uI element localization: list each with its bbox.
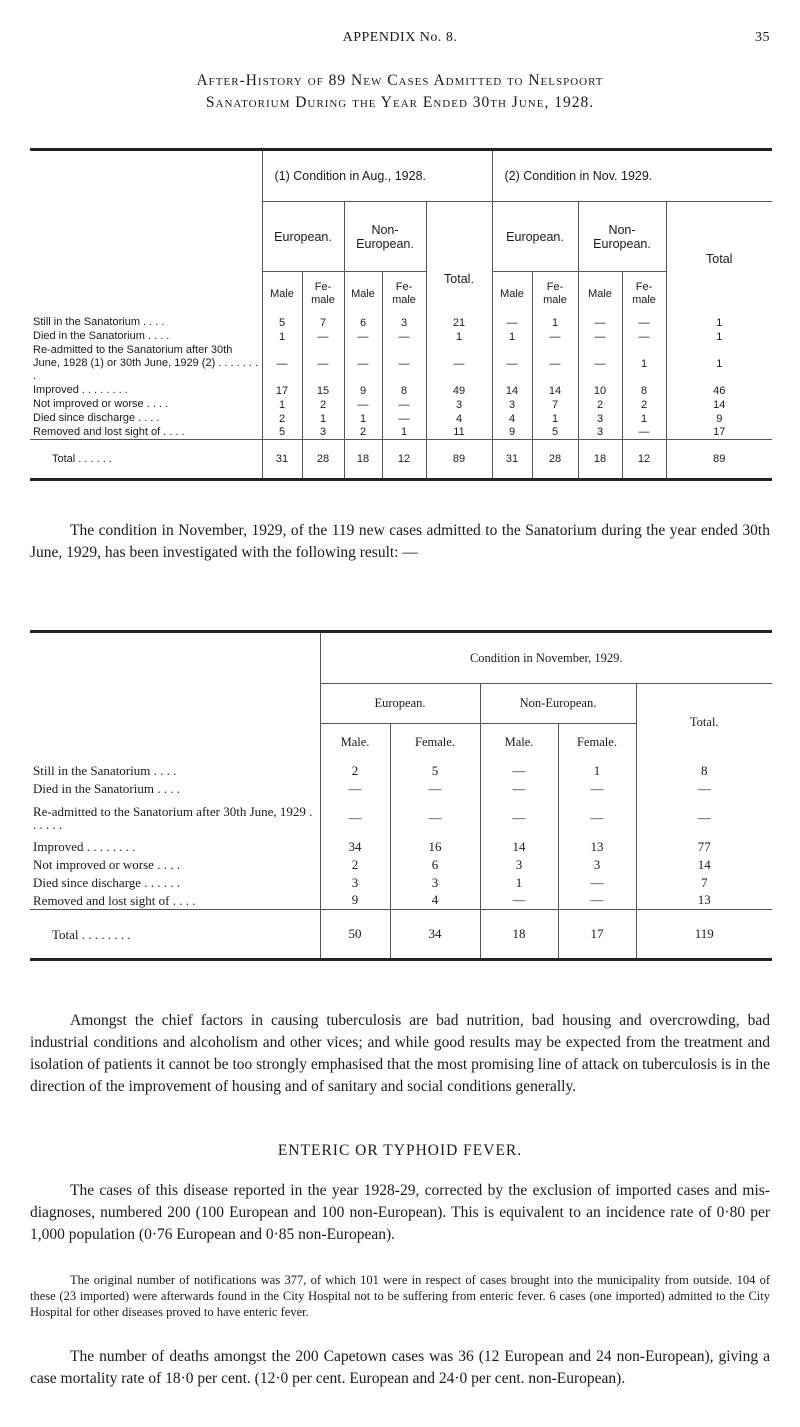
table-cell: — [382,412,426,426]
table-cell: — [558,780,636,798]
row-label: Died since discharge . . . . [33,412,160,424]
col-european-1: European. [262,202,344,272]
table-cell: 1 [532,412,578,426]
row-label: Re-admitted to the Sanatorium after 30th June, 1929 . . . . . . [33,803,313,832]
table-cell: 89 [666,440,772,480]
table1-body [30,316,772,480]
table-cell: 1 [492,330,532,344]
table-cell: 4 [492,412,532,426]
table-cell: 14 [666,398,772,412]
table-cell: 4 [390,892,480,910]
table-cell: 14 [480,838,558,856]
table-cell: — [344,398,382,412]
table-cell: 3 [302,426,344,440]
table-cell: 1 [666,316,772,330]
t2-col-female: Female. [558,724,636,762]
table-row [30,316,772,330]
after-history-table [30,148,772,481]
stub-header [30,150,262,202]
row-label: Still in the Sanatorium . . . . [33,316,165,328]
table-cell: 5 [262,426,302,440]
table-cell: 89 [426,440,492,480]
table-cell: — [320,798,390,838]
col-female: Fe- male [302,272,344,316]
col-male: Male [492,272,532,316]
table-cell: — [558,892,636,910]
table-cell: — [532,330,578,344]
table-cell: — [492,344,532,384]
table2-body [30,762,772,960]
table-cell: 2 [302,398,344,412]
table-cell: 3 [480,856,558,874]
table-cell: 2 [344,426,382,440]
paragraph-chief-factors: Amongst the chief factors in causing tuberculosis are bad nutrition, bad housing and overcrowding, bad industrial conditions and alcoholism and other vices; and while good results may be expected from the treatment and isolation of patients it cannot be too strongly emphasised that the most promising line of attack on tuberculosis is in the direction of the improvement of housing and of sanitary and social conditions generally. [30,1012,770,1095]
table-cell: 1 [262,330,302,344]
table-cell: 7 [636,874,772,892]
table-cell: 1 [344,412,382,426]
group-header-2: (2) Condition in Nov. 1929. [492,150,772,202]
table-cell: 77 [636,838,772,856]
col-female: Fe- male [622,272,666,316]
table-cell: 34 [320,838,390,856]
table-cell: 13 [636,892,772,910]
t2-col-european: European. [320,684,480,724]
paragraph-deaths: The number of deaths amongst the 200 Capetown cases was 36 (12 European and 24 non-European), giving a case mortality rate of 18·0 per cent. (12·0 per cent. European and 24·0 per cent. non-European). [30,1348,770,1387]
total-row [30,910,772,960]
condition-nov-1929-table [30,630,772,961]
table1-title [30,70,770,114]
table-cell: — [532,344,578,384]
table-cell: 9 [492,426,532,440]
t2-col-male: Male. [480,724,558,762]
col-non-european-1: Non- European. [344,202,426,272]
col-male: Male [578,272,622,316]
table-cell: 14 [492,384,532,398]
table-cell: 34 [390,910,480,960]
paragraph-condition-1929: The condition in November, 1929, of the 119 new cases admitted to the Sanatorium during the year ended 30th June, 1929, has been investigated with the following result: — [30,522,770,561]
table-cell: 1 [666,330,772,344]
table-cell: — [558,874,636,892]
total-row [30,440,772,480]
table-cell: 28 [532,440,578,480]
table-cell: — [492,316,532,330]
table-cell: — [480,798,558,838]
table-cell: 9 [320,892,390,910]
page-number: 35 [755,30,770,45]
table-cell: 17 [558,910,636,960]
table-cell: 1 [666,344,772,384]
table-cell: 2 [578,398,622,412]
row-label: Re-admitted to the Sanatorium after 30th June, 1928 (1) or 30th June, 1929 (2) . . . . . . . . [33,344,259,382]
table-cell: — [390,798,480,838]
table-cell: — [622,316,666,330]
row-label: Removed and lost sight of . . . . [33,892,196,908]
title-line-2: Sanatorium During the Year Ended 30th June, 1928. [205,94,595,111]
table-cell: — [344,330,382,344]
table-cell: 46 [666,384,772,398]
table-cell: 17 [262,384,302,398]
t2-col-male: Male. [320,724,390,762]
t2-col-non-european: Non-European. [480,684,636,724]
table-cell: 3 [578,412,622,426]
table-cell: 1 [302,412,344,426]
table-row [30,344,772,384]
paragraph-enteric-cases: The cases of this disease reported in the year 1928-29, corrected by the exclusion of imported cases and mis-diagnoses, numbered 200 (100 European and 100 non-European). This is equivalent to an incidence rate of 0·80 per 1,000 population (0·76 European and 0·85 non-European). [30,1182,770,1243]
table-cell: 3 [426,398,492,412]
table-cell: 8 [382,384,426,398]
table-cell: 18 [480,910,558,960]
table-cell: — [302,344,344,384]
table-row [30,762,772,780]
row-label: Died in the Sanatorium . . . . [33,330,170,342]
table-cell: 1 [558,762,636,780]
table-cell: 9 [344,384,382,398]
table-cell: — [558,798,636,838]
group-header-1: (1) Condition in Aug., 1928. [262,150,492,202]
row-label: Improved . . . . . . . . [33,384,128,396]
table-cell: 18 [578,440,622,480]
row-label: Improved . . . . . . . . [33,839,136,854]
table-cell: — [480,780,558,798]
table-row [30,856,772,874]
table-cell: 1 [382,426,426,440]
table-cell: — [302,330,344,344]
table-cell: 14 [532,384,578,398]
table-cell: 31 [492,440,532,480]
table-cell: 3 [578,426,622,440]
col-male: Male [344,272,382,316]
table-cell: 1 [532,316,578,330]
table-cell: 7 [532,398,578,412]
table-cell: 2 [622,398,666,412]
table-row [30,874,772,892]
table-cell: — [344,344,382,384]
table-cell: 13 [558,838,636,856]
table-row [30,892,772,910]
table-cell: 49 [426,384,492,398]
table-cell: — [390,780,480,798]
table-cell: 12 [382,440,426,480]
col-total-2: Total [666,202,772,316]
col-female: Fe- male [382,272,426,316]
paragraph-notifications: The original number of notifications was 377, of which 101 were in respect of cases brought into the municipality from outside. 104 of these (23 imported) were afterwards found in the City Hospital not to be suffering from enteric fever. 6 cases (one imported) admitted to the City Hospital for other diseases proved to have enteric fever. [30,1273,770,1319]
table-cell: 4 [426,412,492,426]
row-label: Total . . . . . . [52,452,112,465]
table-cell: 16 [390,838,480,856]
table-row [30,798,772,838]
table-cell: — [320,780,390,798]
table-cell: — [426,344,492,384]
table-cell: 3 [390,874,480,892]
table-cell: 50 [320,910,390,960]
row-label: Total . . . . . . . . [52,926,131,942]
col-non-european-2: Non- European. [578,202,666,272]
table-cell: 3 [558,856,636,874]
table-cell: 17 [666,426,772,440]
table-cell: 3 [320,874,390,892]
table-cell: — [636,780,772,798]
t2-col-female: Female. [390,724,480,762]
row-label: Died in the Sanatorium . . . . [33,781,180,796]
section-heading-enteric: ENTERIC OR TYPHOID FEVER. [277,1142,523,1159]
row-label: Not improved or worse . . . . [33,398,169,410]
table-cell: 9 [666,412,772,426]
page-header [30,30,770,50]
row-label: Died since discharge . . . . . . [33,875,181,890]
table2-group-header: Condition in November, 1929. [320,632,772,684]
table-cell: 1 [622,412,666,426]
table-cell: 1 [480,874,558,892]
table-cell: — [262,344,302,384]
row-label: Removed and lost sight of . . . . [33,425,185,438]
table-cell: 1 [262,398,302,412]
table-cell: 10 [578,384,622,398]
table-cell: 5 [532,426,578,440]
table-cell: 119 [636,910,772,960]
table-cell: 2 [320,856,390,874]
table-cell: 12 [622,440,666,480]
row-label: Still in the Sanatorium . . . . [33,763,177,778]
table-cell: 7 [302,316,344,330]
table-cell: — [480,762,558,780]
table-row [30,426,772,440]
table-cell: — [622,330,666,344]
t2-col-total: Total. [636,684,772,762]
appendix-label: APPENDIX No. 8. [342,30,458,45]
table-row [30,398,772,412]
col-total-1: Total. [426,202,492,316]
row-label: Not improved or worse . . . . [33,857,180,872]
table-cell: — [382,398,426,412]
table-cell: 18 [344,440,382,480]
table-row [30,412,772,426]
table-row [30,780,772,798]
table-cell: 2 [262,412,302,426]
table-row [30,330,772,344]
col-male: Male [262,272,302,316]
table-cell: — [578,330,622,344]
table-cell: 11 [426,426,492,440]
table-row [30,838,772,856]
table-cell: 5 [262,316,302,330]
table-row [30,384,772,398]
table-cell: — [578,316,622,330]
table-cell: — [382,330,426,344]
col-european-2: European. [492,202,578,272]
table-cell: — [636,798,772,838]
table-cell: 28 [302,440,344,480]
table-cell: 15 [302,384,344,398]
table-cell: 8 [636,762,772,780]
table-cell: 14 [636,856,772,874]
table-cell: 1 [426,330,492,344]
table-cell: 8 [622,384,666,398]
table-cell: 6 [390,856,480,874]
table-cell: 3 [382,316,426,330]
table-cell: 31 [262,440,302,480]
table-cell: 5 [390,762,480,780]
table-cell: 6 [344,316,382,330]
table-cell: 21 [426,316,492,330]
table-cell: — [382,344,426,384]
table-cell: 2 [320,762,390,780]
table-cell: 1 [622,344,666,384]
table-cell: — [480,892,558,910]
title-line-1: After-History of 89 New Cases Admitted to Nelspoort [196,72,604,89]
table-cell: — [578,344,622,384]
table-cell: — [622,426,666,440]
table-cell: 3 [492,398,532,412]
col-female: Fe- male [532,272,578,316]
